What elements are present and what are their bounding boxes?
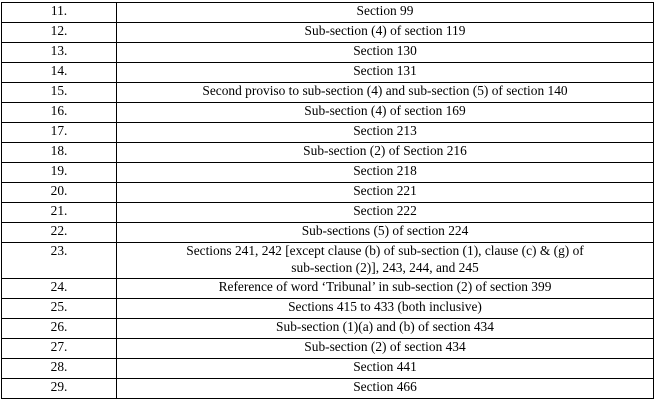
serial-number: 14.	[2, 63, 117, 83]
section-reference: Section 99	[117, 3, 654, 23]
section-reference: Sub-section (2) of Section 216	[117, 143, 654, 163]
table-row	[2, 163, 654, 183]
serial-number: 27.	[2, 339, 117, 359]
section-reference: Sub-section (4) of section 119	[117, 23, 654, 43]
serial-number: 23.	[2, 243, 117, 279]
table-row	[2, 63, 654, 83]
section-reference	[117, 243, 654, 279]
serial-number: 15.	[2, 83, 117, 103]
serial-number: 16.	[2, 103, 117, 123]
section-reference: Section 466	[117, 379, 654, 399]
section-reference-line: Sections 241, 242 [except clause (b) of sub-section (1), clause (c) & (g) of	[186, 243, 584, 258]
table-row	[2, 83, 654, 103]
serial-number: 17.	[2, 123, 117, 143]
section-reference: Section 221	[117, 183, 654, 203]
table-row	[2, 223, 654, 243]
serial-number: 22.	[2, 223, 117, 243]
serial-number: 12.	[2, 23, 117, 43]
section-reference: Section 130	[117, 43, 654, 63]
table-row	[2, 23, 654, 43]
serial-number: 29.	[2, 379, 117, 399]
sections-table	[1, 2, 654, 399]
section-reference: Sections 415 to 433 (both inclusive)	[117, 299, 654, 319]
table-row	[2, 279, 654, 299]
table-row	[2, 203, 654, 223]
table-row	[2, 339, 654, 359]
section-reference: Section 218	[117, 163, 654, 183]
serial-number: 19.	[2, 163, 117, 183]
table-row	[2, 183, 654, 203]
serial-number: 24.	[2, 279, 117, 299]
section-reference: Sub-sections (5) of section 224	[117, 223, 654, 243]
serial-number: 21.	[2, 203, 117, 223]
serial-number: 20.	[2, 183, 117, 203]
table-row	[2, 103, 654, 123]
serial-number: 28.	[2, 359, 117, 379]
table-row	[2, 299, 654, 319]
table-row	[2, 143, 654, 163]
table-row	[2, 379, 654, 399]
table-row	[2, 123, 654, 143]
section-reference: Reference of word ‘Tribunal’ in sub-section (2) of section 399	[117, 279, 654, 299]
section-reference: Sub-section (1)(a) and (b) of section 434	[117, 319, 654, 339]
section-reference: Section 213	[117, 123, 654, 143]
section-reference: Section 131	[117, 63, 654, 83]
serial-number: 18.	[2, 143, 117, 163]
table-row	[2, 243, 654, 279]
section-reference-line: sub-section (2)], 243, 244, and 245	[291, 259, 479, 275]
section-reference: Section 441	[117, 359, 654, 379]
serial-number: 13.	[2, 43, 117, 63]
table-row	[2, 319, 654, 339]
section-reference: Section 222	[117, 203, 654, 223]
table-row	[2, 359, 654, 379]
serial-number: 11.	[2, 3, 117, 23]
serial-number: 26.	[2, 319, 117, 339]
table-row	[2, 3, 654, 23]
section-reference: Sub-section (4) of section 169	[117, 103, 654, 123]
section-reference: Second proviso to sub-section (4) and sub-section (5) of section 140	[117, 83, 654, 103]
table-row	[2, 43, 654, 63]
serial-number: 25.	[2, 299, 117, 319]
section-reference: Sub-section (2) of section 434	[117, 339, 654, 359]
